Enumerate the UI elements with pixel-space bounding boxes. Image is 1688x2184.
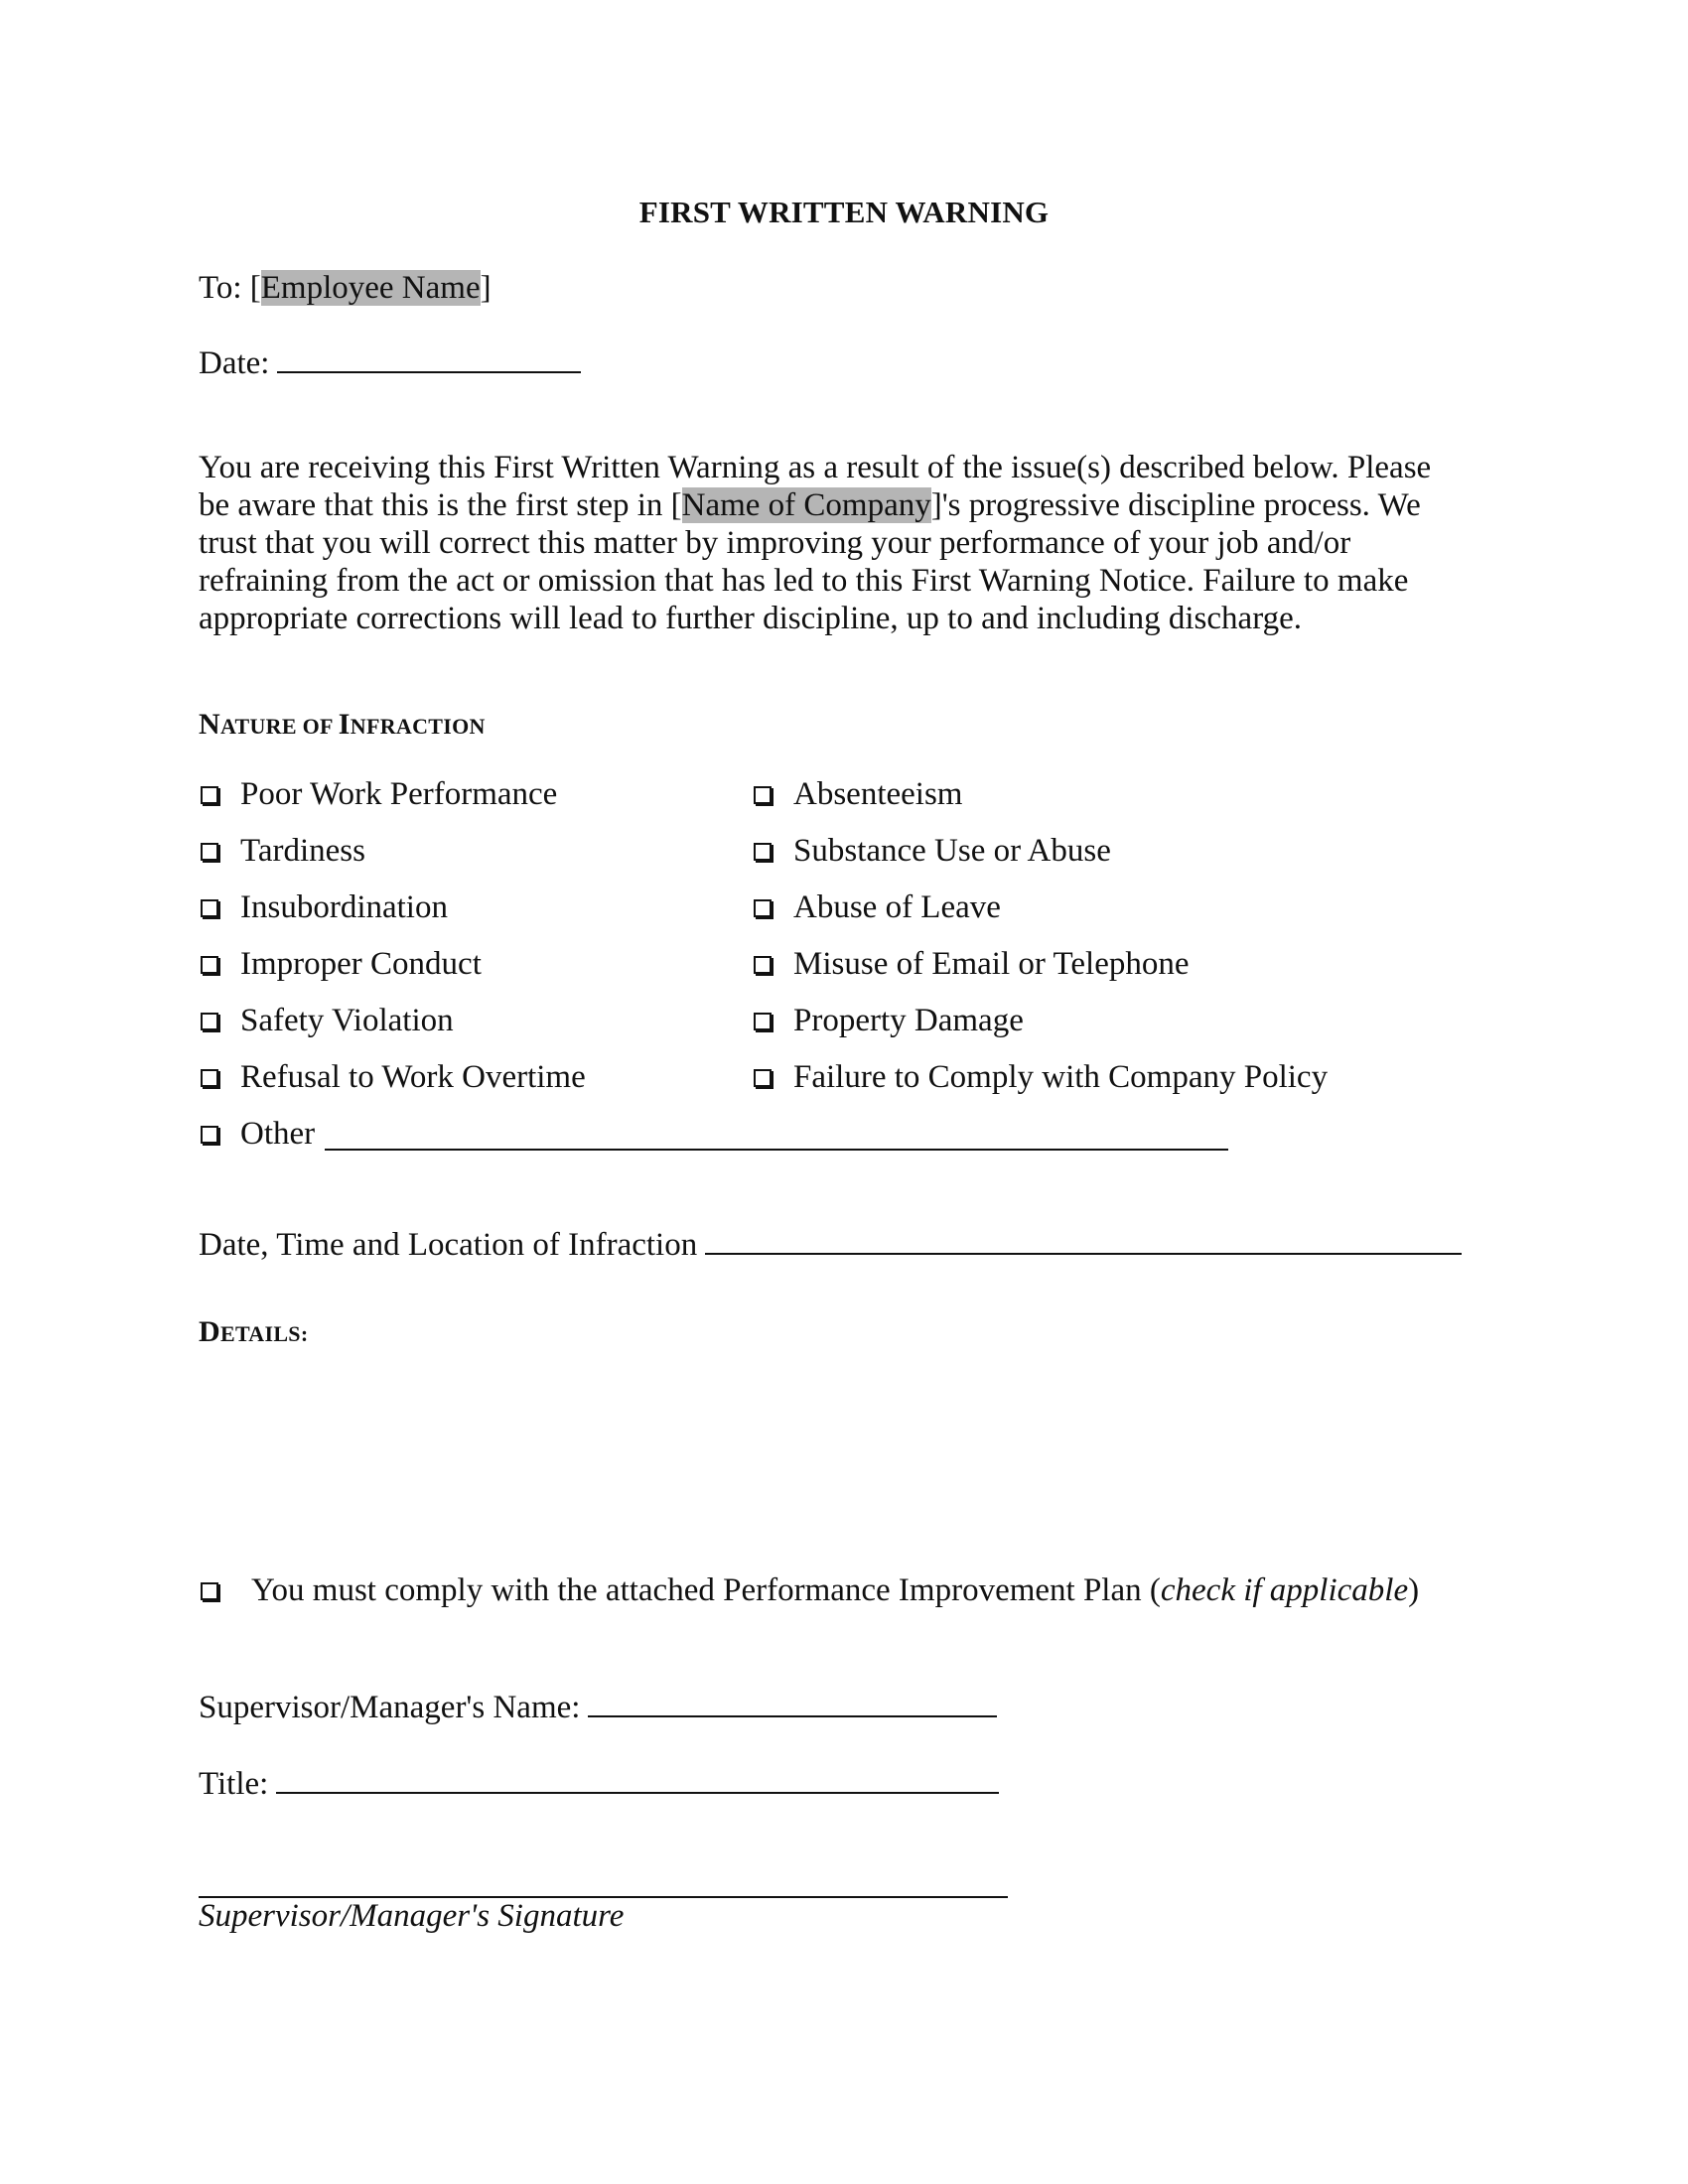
details-heading [199, 1315, 308, 1349]
date-label: Date: [199, 345, 270, 381]
checkbox-label: Misuse of Email or Telephone [793, 946, 1190, 982]
pip-label: You must comply with the attached Performance Improvement Plan ( [251, 1572, 1161, 1608]
checkbox-label: Substance Use or Abuse [793, 833, 1111, 869]
checkbox-icon[interactable] [201, 1013, 218, 1030]
checkbox-label: Tardiness [240, 833, 365, 869]
checkbox-icon[interactable] [754, 956, 772, 974]
checkbox-label: Safety Violation [240, 1003, 454, 1038]
checkbox-label: Poor Work Performance [240, 776, 558, 812]
checkbox-abuse-of-leave[interactable] [752, 889, 1001, 926]
checkbox-improper-conduct[interactable] [199, 946, 482, 983]
checkbox-substance-use-or-abuse[interactable] [752, 833, 1111, 870]
checkbox-icon[interactable] [754, 1069, 772, 1087]
checkbox-label: Property Damage [793, 1003, 1024, 1038]
to-label: To: [ [199, 270, 261, 306]
title-label: Title: [199, 1766, 269, 1802]
checkbox-label: Insubordination [240, 889, 448, 925]
to-line [199, 270, 492, 307]
pip-close-paren: ) [1408, 1572, 1420, 1608]
heading-cap: D [199, 1315, 220, 1348]
checkbox-misuse-of-email-or-telephone[interactable] [752, 946, 1190, 983]
infraction-location-label: Date, Time and Location of Infraction [199, 1227, 698, 1263]
checkbox-icon[interactable] [754, 1013, 772, 1030]
checkbox-label: Refusal to Work Overtime [240, 1059, 586, 1095]
checkbox-refusal-to-work-overtime[interactable] [199, 1059, 586, 1096]
paragraph-text: be aware that this is the first step in [ [199, 487, 682, 523]
heading-smallcaps: ATURE OF [219, 714, 339, 739]
checkbox-other[interactable] [199, 1116, 1228, 1153]
checkbox-label: Failure to Comply with Company Policy [793, 1059, 1329, 1095]
heading-cap: I [338, 708, 351, 741]
checkbox-property-damage[interactable] [752, 1003, 1024, 1039]
to-close-bracket: ] [480, 270, 492, 306]
checkbox-poor-work-performance[interactable] [199, 776, 557, 813]
checkbox-label: Improper Conduct [240, 946, 482, 982]
checkbox-icon[interactable] [201, 786, 218, 804]
paragraph-line: appropriate corrections will lead to further discipline, up to and including discharge. [199, 601, 1302, 636]
checkbox-label: Absenteeism [793, 776, 963, 812]
checkbox-label: Abuse of Leave [793, 889, 1001, 925]
nature-of-infraction-heading [199, 708, 486, 742]
paragraph-line: You are receiving this First Written Warning as a result of the issue(s) described below. Please [199, 450, 1432, 485]
checkbox-icon[interactable] [201, 843, 218, 861]
checkbox-label: Other [240, 1116, 316, 1152]
checkbox-pip[interactable] [199, 1572, 1419, 1609]
other-field[interactable] [325, 1119, 1228, 1151]
paragraph-line: trust that you will correct this matter by improving your performance of your job and/or [199, 525, 1351, 561]
date-field[interactable] [277, 341, 581, 373]
supervisor-name-field[interactable] [588, 1686, 997, 1717]
warning-paragraph [199, 449, 1509, 637]
checkbox-absenteeism[interactable] [752, 776, 962, 813]
checkbox-icon[interactable] [201, 956, 218, 974]
document-title: FIRST WRITTEN WARNING [638, 195, 1050, 229]
company-name-placeholder[interactable]: Name of Company [681, 487, 931, 523]
checkbox-icon[interactable] [754, 843, 772, 861]
employee-name-placeholder[interactable]: Employee Name [260, 270, 481, 306]
date-line [199, 341, 581, 382]
checkbox-tardiness[interactable] [199, 833, 365, 870]
infraction-location-field[interactable] [705, 1223, 1462, 1255]
checkbox-icon[interactable] [201, 1126, 218, 1144]
checkbox-icon[interactable] [754, 899, 772, 917]
checkbox-insubordination[interactable] [199, 889, 448, 926]
supervisor-name-line [199, 1686, 997, 1726]
pip-italic-note: check if applicable [1160, 1572, 1409, 1608]
paragraph-text: ]'s progressive discipline process. We [930, 487, 1421, 523]
paragraph-line [199, 486, 1509, 524]
title-line [199, 1762, 999, 1803]
heading-cap: N [199, 708, 220, 741]
infraction-location-line [199, 1223, 1462, 1264]
checkbox-icon[interactable] [754, 786, 772, 804]
supervisor-name-label: Supervisor/Manager's Name: [199, 1690, 581, 1725]
heading-smallcaps: NFRACTION [350, 714, 486, 739]
checkbox-icon[interactable] [201, 899, 218, 917]
title-field[interactable] [276, 1762, 999, 1794]
checkbox-safety-violation[interactable] [199, 1003, 454, 1039]
checkbox-failure-to-comply[interactable] [752, 1059, 1328, 1096]
paragraph-line: refraining from the act or omission that has led to this First Warning Notice. Failure to make [199, 563, 1409, 599]
signature-caption: Supervisor/Manager's Signature [199, 1898, 625, 1934]
checkbox-icon[interactable] [201, 1582, 218, 1600]
checkbox-icon[interactable] [201, 1069, 218, 1087]
heading-smallcaps: ETAILS: [219, 1321, 309, 1346]
